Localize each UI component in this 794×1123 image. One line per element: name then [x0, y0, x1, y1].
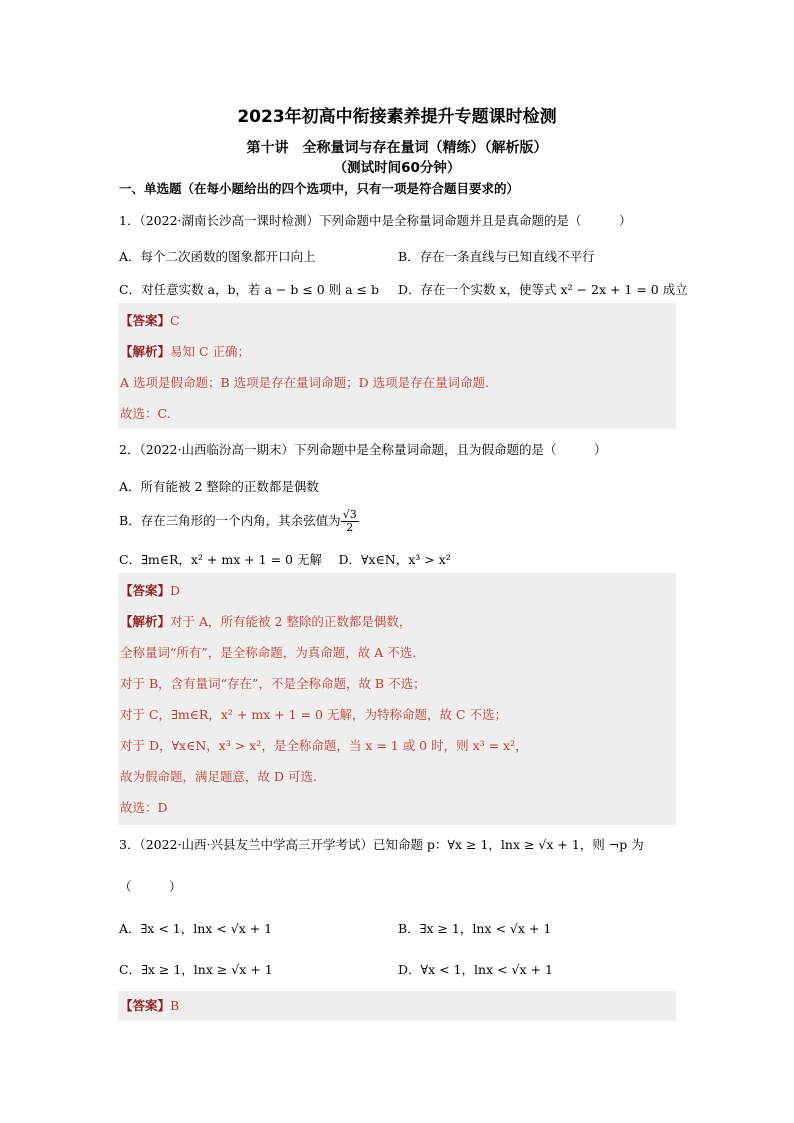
- q3-answer-value: B: [170, 998, 180, 1013]
- q1-analysis-line-2: A 选项是假命题；B 选项是存在量词命题；D 选项是存在量词命题.: [120, 375, 490, 390]
- q1-analysis-line-1: 【解析】易知 C 正确；: [120, 344, 251, 359]
- q3-option-d: D．∀x < 1，lnx < √x + 1: [398, 962, 553, 977]
- q2-fraction: $\frac{√3}{2}$: [342, 508, 357, 534]
- q2-option-b: B．存在三角形的一个内角，其余弦值为 $\frac{√3}{2}$: [119, 508, 357, 534]
- section-heading: 一、单选题（在每小题给出的四个选项中，只有一项是符合题目要求的）: [119, 181, 520, 196]
- q2-answer-tag: 【答案】: [120, 583, 171, 598]
- q1-analysis-line-3: 故选：C.: [120, 406, 171, 421]
- q2-answer-value: D: [170, 583, 181, 598]
- q3-stem: 3．（2022·山西·兴县友兰中学高三开学考试）已知命题 p：∀x ≥ 1，lnx ≥ √x + 1，则 ¬p 为: [119, 837, 644, 852]
- q1-answer-value: C: [170, 313, 180, 328]
- q2-analysis-line-6: 故为假命题，满足题意，故 D 可选.: [120, 769, 317, 784]
- q2-analysis-line-5: 对于 D，∀x∈N，x³ > x²，是全称命题，当 x = 1 或 0 时，则 x³ = x²，: [120, 738, 528, 753]
- q3-answer-box: [118, 991, 676, 1021]
- q2-analysis-line-4: 对于 C，∃m∈R，x² + mx + 1 = 0 无解，为特称命题，故 C 不选；: [120, 707, 507, 722]
- q1-analysis-tag: 【解析】: [120, 344, 171, 359]
- q2-option-a: A．所有能被 2 整除的正数都是偶数: [119, 479, 319, 494]
- q3-paren: （ ）: [119, 879, 182, 894]
- document-title: 2023年初高中衔接素养提升专题课时检测: [237, 107, 557, 127]
- q1-answer-tag: 【答案】: [120, 313, 171, 328]
- q1-answer: [120, 313, 180, 329]
- test-time-note: （测试时间60分钟）: [333, 160, 461, 176]
- q1-option-c: C．对任意实数 a，b，若 a − b ≤ 0 则 a ≤ b: [119, 282, 380, 297]
- q2-analysis-line-1: 【解析】对于 A，所有能被 2 整除的正数都是偶数，: [120, 614, 412, 629]
- q2-options-cd: C．∃m∈R，x² + mx + 1 = 0 无解 D．∀x∈N，x³ > x²: [119, 552, 451, 567]
- q2-analysis-tag: 【解析】: [120, 614, 171, 629]
- q3-option-a: A．∃x < 1，lnx < √x + 1: [119, 921, 273, 936]
- q1-option-b: B．存在一条直线与已知直线不平行: [398, 249, 595, 264]
- q2-analysis-line-3: 对于 B，含有量词“存在”，不是全称命题，故 B 不选；: [120, 676, 426, 691]
- q2-answer: [120, 583, 180, 599]
- q1-stem: 1．（2022·湖南长沙高一课时检测）下列命题中是全称量词命题并且是真命题的是（ ）: [119, 213, 632, 228]
- q1-answer-box: [118, 303, 676, 429]
- q2-analysis-line-2: 全称量词“所有”，是全称命题，为真命题，故 A 不选.: [120, 645, 417, 660]
- q2-stem: 2．（2022·山西临汾高一期末）下列命题中是全称量词命题，且为假命题的是（ ）: [119, 442, 607, 457]
- q1-option-a: A．每个二次函数的图象都开口向上: [119, 249, 316, 264]
- q2-analysis-line-7: 故选：D: [120, 800, 168, 815]
- q2-answer-box: [118, 573, 676, 825]
- q3-option-c: C．∃x ≥ 1，lnx ≥ √x + 1: [119, 962, 273, 977]
- q3-option-b: B．∃x ≥ 1，lnx < √x + 1: [398, 921, 552, 936]
- q3-answer-tag: 【答案】: [120, 998, 171, 1013]
- q1-option-d: D．存在一个实数 x，使等式 x² − 2x + 1 = 0 成立: [398, 282, 688, 297]
- document-subtitle: 第十讲 全称量词与存在量词（精练）（解析版）: [246, 140, 548, 156]
- q3-answer: [120, 998, 179, 1014]
